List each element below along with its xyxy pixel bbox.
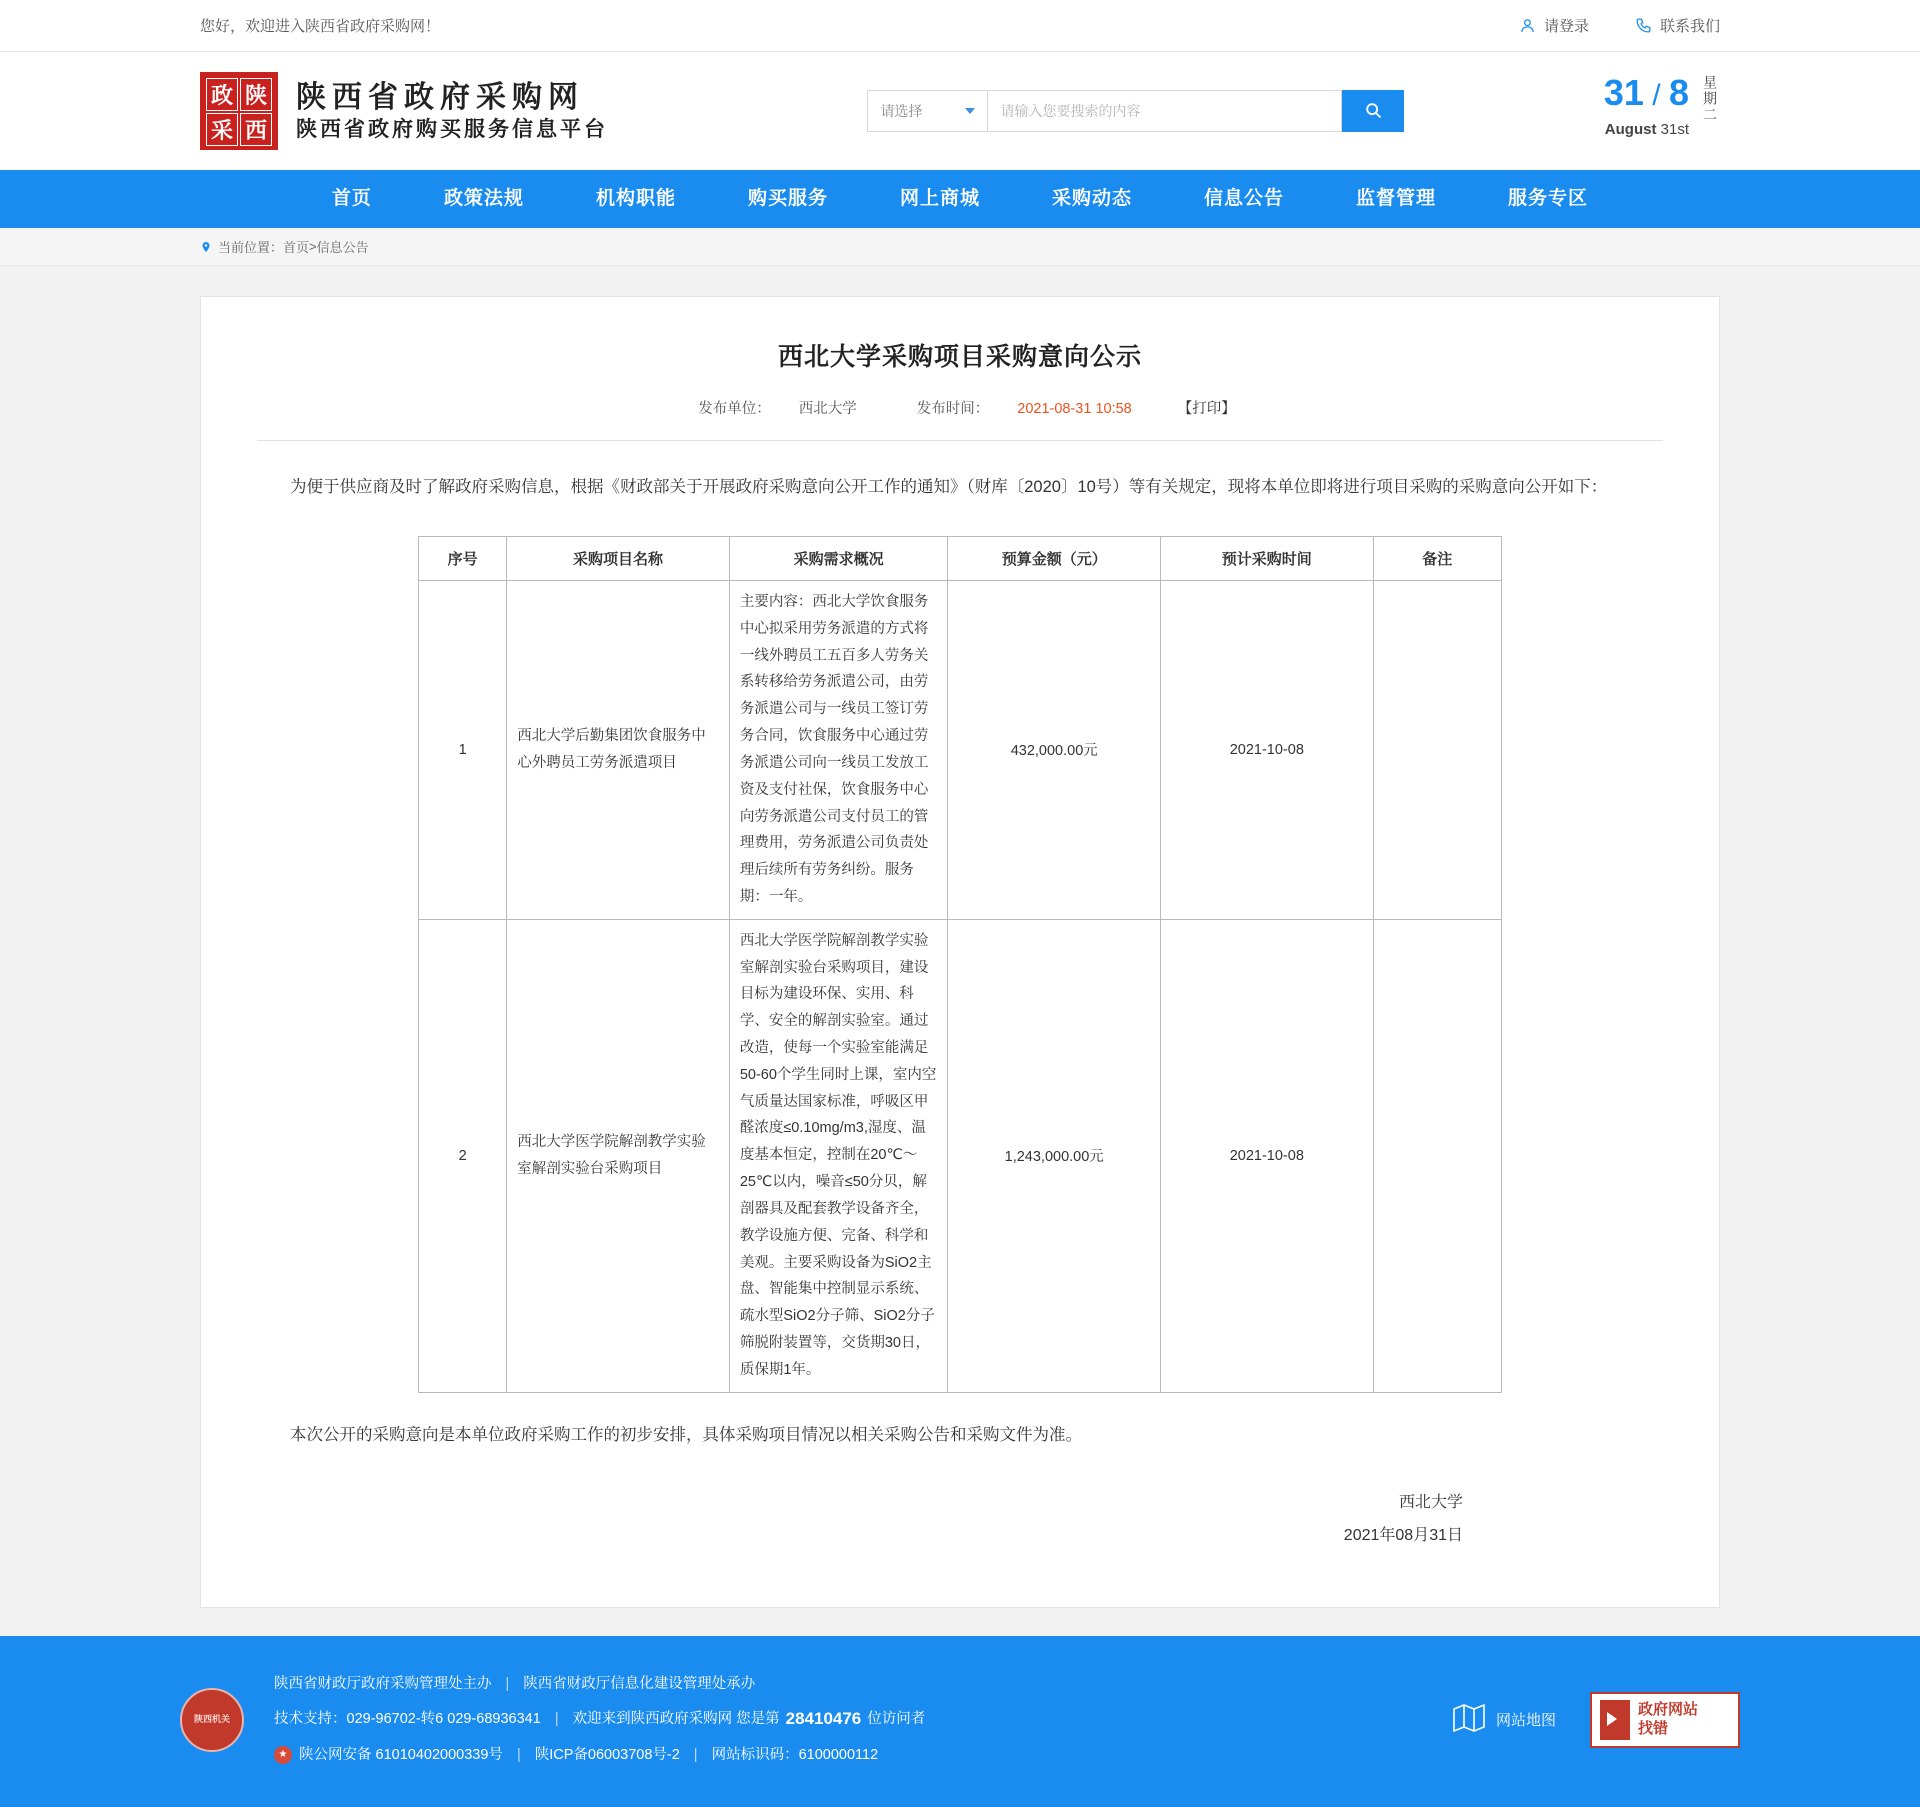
government-seal-icon: [180, 1688, 244, 1752]
search-input[interactable]: [987, 90, 1342, 132]
footer-row-filings: [274, 1739, 1422, 1772]
brand-text: [296, 79, 608, 144]
publisher-value: 西北大学: [798, 401, 857, 417]
footer-row-support: [274, 1700, 1422, 1738]
top-bar-actions: [1519, 15, 1720, 36]
chevron-down-icon: [965, 108, 975, 114]
cell-index: 1: [419, 581, 507, 920]
cell-project-name: 西北大学后勤集团饮食服务中心外聘员工劳务派遣项目: [507, 581, 730, 920]
signature-block: [257, 1486, 1663, 1553]
brand-title: 陕西省政府采购网: [296, 80, 584, 114]
date-weekday: 星期二: [1702, 75, 1718, 123]
page-title: 西北大学采购项目采购意向公示: [777, 343, 1142, 371]
brand[interactable]: [200, 72, 608, 150]
footer-sep-3: |: [516, 1746, 521, 1763]
visitor-count: 28410476: [785, 1709, 862, 1729]
search-bar: [867, 90, 1404, 132]
top-bar: [0, 0, 1920, 52]
cell-requirement: 主要内容：西北大学饮食服务中心拟采用劳务派遣的方式将一线外聘员工五百多人劳务关系转移给劳务派遣公司，由劳务派遣公司与一线员工签订劳务合同，饮食服务中心通过劳务派遣公司向一线员工发放工资及支付社保，饮食服务中心向劳务派遣公司支付员工的管理费用，劳务派遣公司负责处理后续所有劳务纠纷。服务期：一年。: [729, 581, 948, 920]
breadcrumb-item-home[interactable]: 首页: [283, 240, 310, 255]
nav-item-purchase-service[interactable]: 购买服务: [747, 188, 828, 209]
article-card: [200, 296, 1720, 1608]
th-budget: 预算金额（元）: [948, 537, 1161, 581]
logo-char-4: 西: [240, 113, 272, 146]
publish-time-label: 发布时间：: [916, 401, 990, 417]
visitor-suffix: 位访问者: [867, 1711, 926, 1728]
login-link[interactable]: [1519, 15, 1589, 36]
search-category-label: 请选择: [880, 103, 923, 119]
gov-badge-line2: 找错: [1638, 1719, 1669, 1737]
publisher-block: [684, 401, 875, 417]
footer-badges: [1452, 1692, 1740, 1748]
nav-item-information-notice[interactable]: 信息公告: [1204, 188, 1285, 209]
breadcrumb-prefix: 当前位置：: [218, 240, 284, 255]
footer-text: [274, 1668, 1422, 1772]
th-requirement: 采购需求概况: [729, 537, 948, 581]
nav-item-procurement-news[interactable]: 采购动态: [1052, 188, 1133, 209]
report-arrow-icon: [1600, 1700, 1630, 1740]
logo-char-3: 采: [206, 113, 238, 146]
procurement-table: [418, 536, 1502, 1393]
th-project-name: 采购项目名称: [507, 537, 730, 581]
footer-sep-2: |: [554, 1711, 559, 1728]
main-nav: [0, 170, 1920, 228]
brand-subtitle: 陕西省政府购买服务信息平台: [296, 118, 608, 142]
signature-org: 西北大学: [1398, 1493, 1463, 1511]
footer-inner: [180, 1668, 1740, 1772]
nav-item-online-mall[interactable]: 网上商城: [899, 188, 980, 209]
th-remark: 备注: [1373, 537, 1501, 581]
footer-host: 陕西省财政厅政府采购管理处主办: [274, 1675, 492, 1692]
cell-index: 2: [419, 919, 507, 1392]
sitemap-link[interactable]: [1452, 1703, 1556, 1737]
icp-filing-link[interactable]: 陕ICP备06003708号-2: [534, 1746, 680, 1763]
police-badge-icon: ★: [274, 1746, 292, 1764]
publish-time-block: [903, 401, 1150, 417]
search-button[interactable]: [1342, 90, 1404, 132]
content-area: [0, 266, 1920, 1636]
site-identification-code: 网站标识码：6100000112: [711, 1746, 879, 1763]
nav-item-service-zone[interactable]: 服务专区: [1508, 188, 1589, 209]
login-label: 请登录: [1543, 18, 1589, 35]
table-row: [419, 919, 1502, 1392]
nav-item-policy[interactable]: 政策法规: [443, 188, 524, 209]
visitor-welcome: 欢迎来到陕西政府采购网 您是第: [572, 1711, 780, 1728]
breadcrumb: [0, 228, 1920, 266]
cell-project-name: 西北大学医学院解剖教学实验室解剖实验台采购项目: [507, 919, 730, 1392]
signature-date: 2021年08月31日: [1343, 1527, 1463, 1545]
cell-expected-time: 2021-10-08: [1161, 581, 1374, 920]
search-icon: [1363, 100, 1383, 123]
footer-row-organizers: [274, 1668, 1422, 1701]
cell-remark: [1373, 919, 1501, 1392]
cell-expected-time: 2021-10-08: [1161, 919, 1374, 1392]
article-meta: [257, 397, 1663, 441]
print-button[interactable]: 【打印】: [1177, 401, 1236, 417]
date-numbers: 31 / 8: [1603, 72, 1689, 113]
nav-item-supervision[interactable]: 监督管理: [1356, 188, 1437, 209]
table-row: [419, 581, 1502, 920]
date-month-en: August: [1604, 121, 1657, 138]
date-day-en: 31st: [1660, 121, 1689, 138]
date-day: 31: [1603, 72, 1644, 113]
site-header: [0, 52, 1920, 170]
map-icon: [1452, 1703, 1486, 1737]
greeting-text: 您好，欢迎进入陕西省政府采购网！: [200, 18, 441, 35]
publish-time-value: 2021-08-31 10:58: [1017, 401, 1132, 417]
seal-label: 陕西机关: [193, 1713, 230, 1724]
table-header-row: [419, 537, 1502, 581]
intro-paragraph: 为便于供应商及时了解政府采购信息，根据《财政部关于开展政府采购意向公开工作的通知》（财库〔2020〕10号）等有关规定，现将本单位即将进行项目采购的采购意向公开如下：: [290, 478, 1608, 496]
search-category-select[interactable]: [867, 90, 987, 132]
phone-icon: [1635, 17, 1652, 34]
cell-remark: [1373, 581, 1501, 920]
footer-sep-4: |: [693, 1746, 698, 1763]
tech-support-label: 技术支持：: [274, 1711, 347, 1728]
date-month: 8: [1668, 72, 1689, 113]
cell-budget: 432,000.00元: [948, 581, 1161, 920]
cell-requirement: 西北大学医学院解剖教学实验室解剖实验台采购项目，建设目标为建设环保、实用、科学、安全的解剖实验室。通过改造，使每一个实验室能满足50-60个学生同时上课，室内空气质量达国家标准，呼吸区甲醛浓度≤0.10mg/m3,湿度、温度基本恒定，控制在20℃～25℃以内，噪音≤50分贝，解剖器具及配套教学设备齐全，教学设施方便、完备、科学和美观。主要采购设备为SiO2主盘、智能集中控制显示系统、疏水型SiO2分子筛、SiO2分子筛脱附装置等，交货期30日，质保期1年。: [729, 919, 948, 1392]
user-icon: [1519, 17, 1536, 34]
date-subtext: [1604, 121, 1689, 138]
location-pin-icon: [200, 240, 212, 254]
site-logo-icon: [200, 72, 278, 150]
nav-item-functions[interactable]: 机构职能: [595, 188, 676, 209]
date-main: [1603, 72, 1689, 138]
breadcrumb-item-notice[interactable]: 信息公告: [316, 240, 369, 255]
tech-support-phone: 029-96702-转6 029-68936341: [346, 1711, 541, 1728]
footer-sep-1: |: [505, 1675, 510, 1692]
breadcrumb-separator: >: [309, 239, 317, 254]
footer-undertaker: 陕西省财政厅信息化建设管理处承办: [523, 1675, 756, 1692]
logo-char-1: 政: [206, 78, 238, 111]
nav-item-home[interactable]: 首页: [331, 188, 372, 209]
sitemap-label: 网站地图: [1495, 1712, 1556, 1729]
logo-char-2: 陕: [240, 78, 272, 111]
gov-badge-line1: 政府网站: [1638, 1700, 1699, 1718]
th-index: 序号: [419, 537, 507, 581]
cell-budget: 1,243,000.00元: [948, 919, 1161, 1392]
th-expected-time: 预计采购时间: [1161, 537, 1374, 581]
closing-paragraph: 本次公开的采购意向是本单位政府采购工作的初步安排，具体采购项目情况以相关采购公告和采购文件为准。: [290, 1425, 1082, 1444]
date-widget: [1603, 72, 1720, 147]
gov-badge-text: [1638, 1701, 1698, 1739]
publisher-label: 发布单位：: [698, 401, 771, 417]
police-filing-link[interactable]: 陕公网安备 61010402000339号: [299, 1746, 503, 1763]
site-footer: [0, 1636, 1920, 1807]
gov-website-report-badge[interactable]: [1590, 1692, 1740, 1748]
contact-link[interactable]: [1635, 15, 1720, 36]
contact-label: 联系我们: [1659, 18, 1720, 35]
